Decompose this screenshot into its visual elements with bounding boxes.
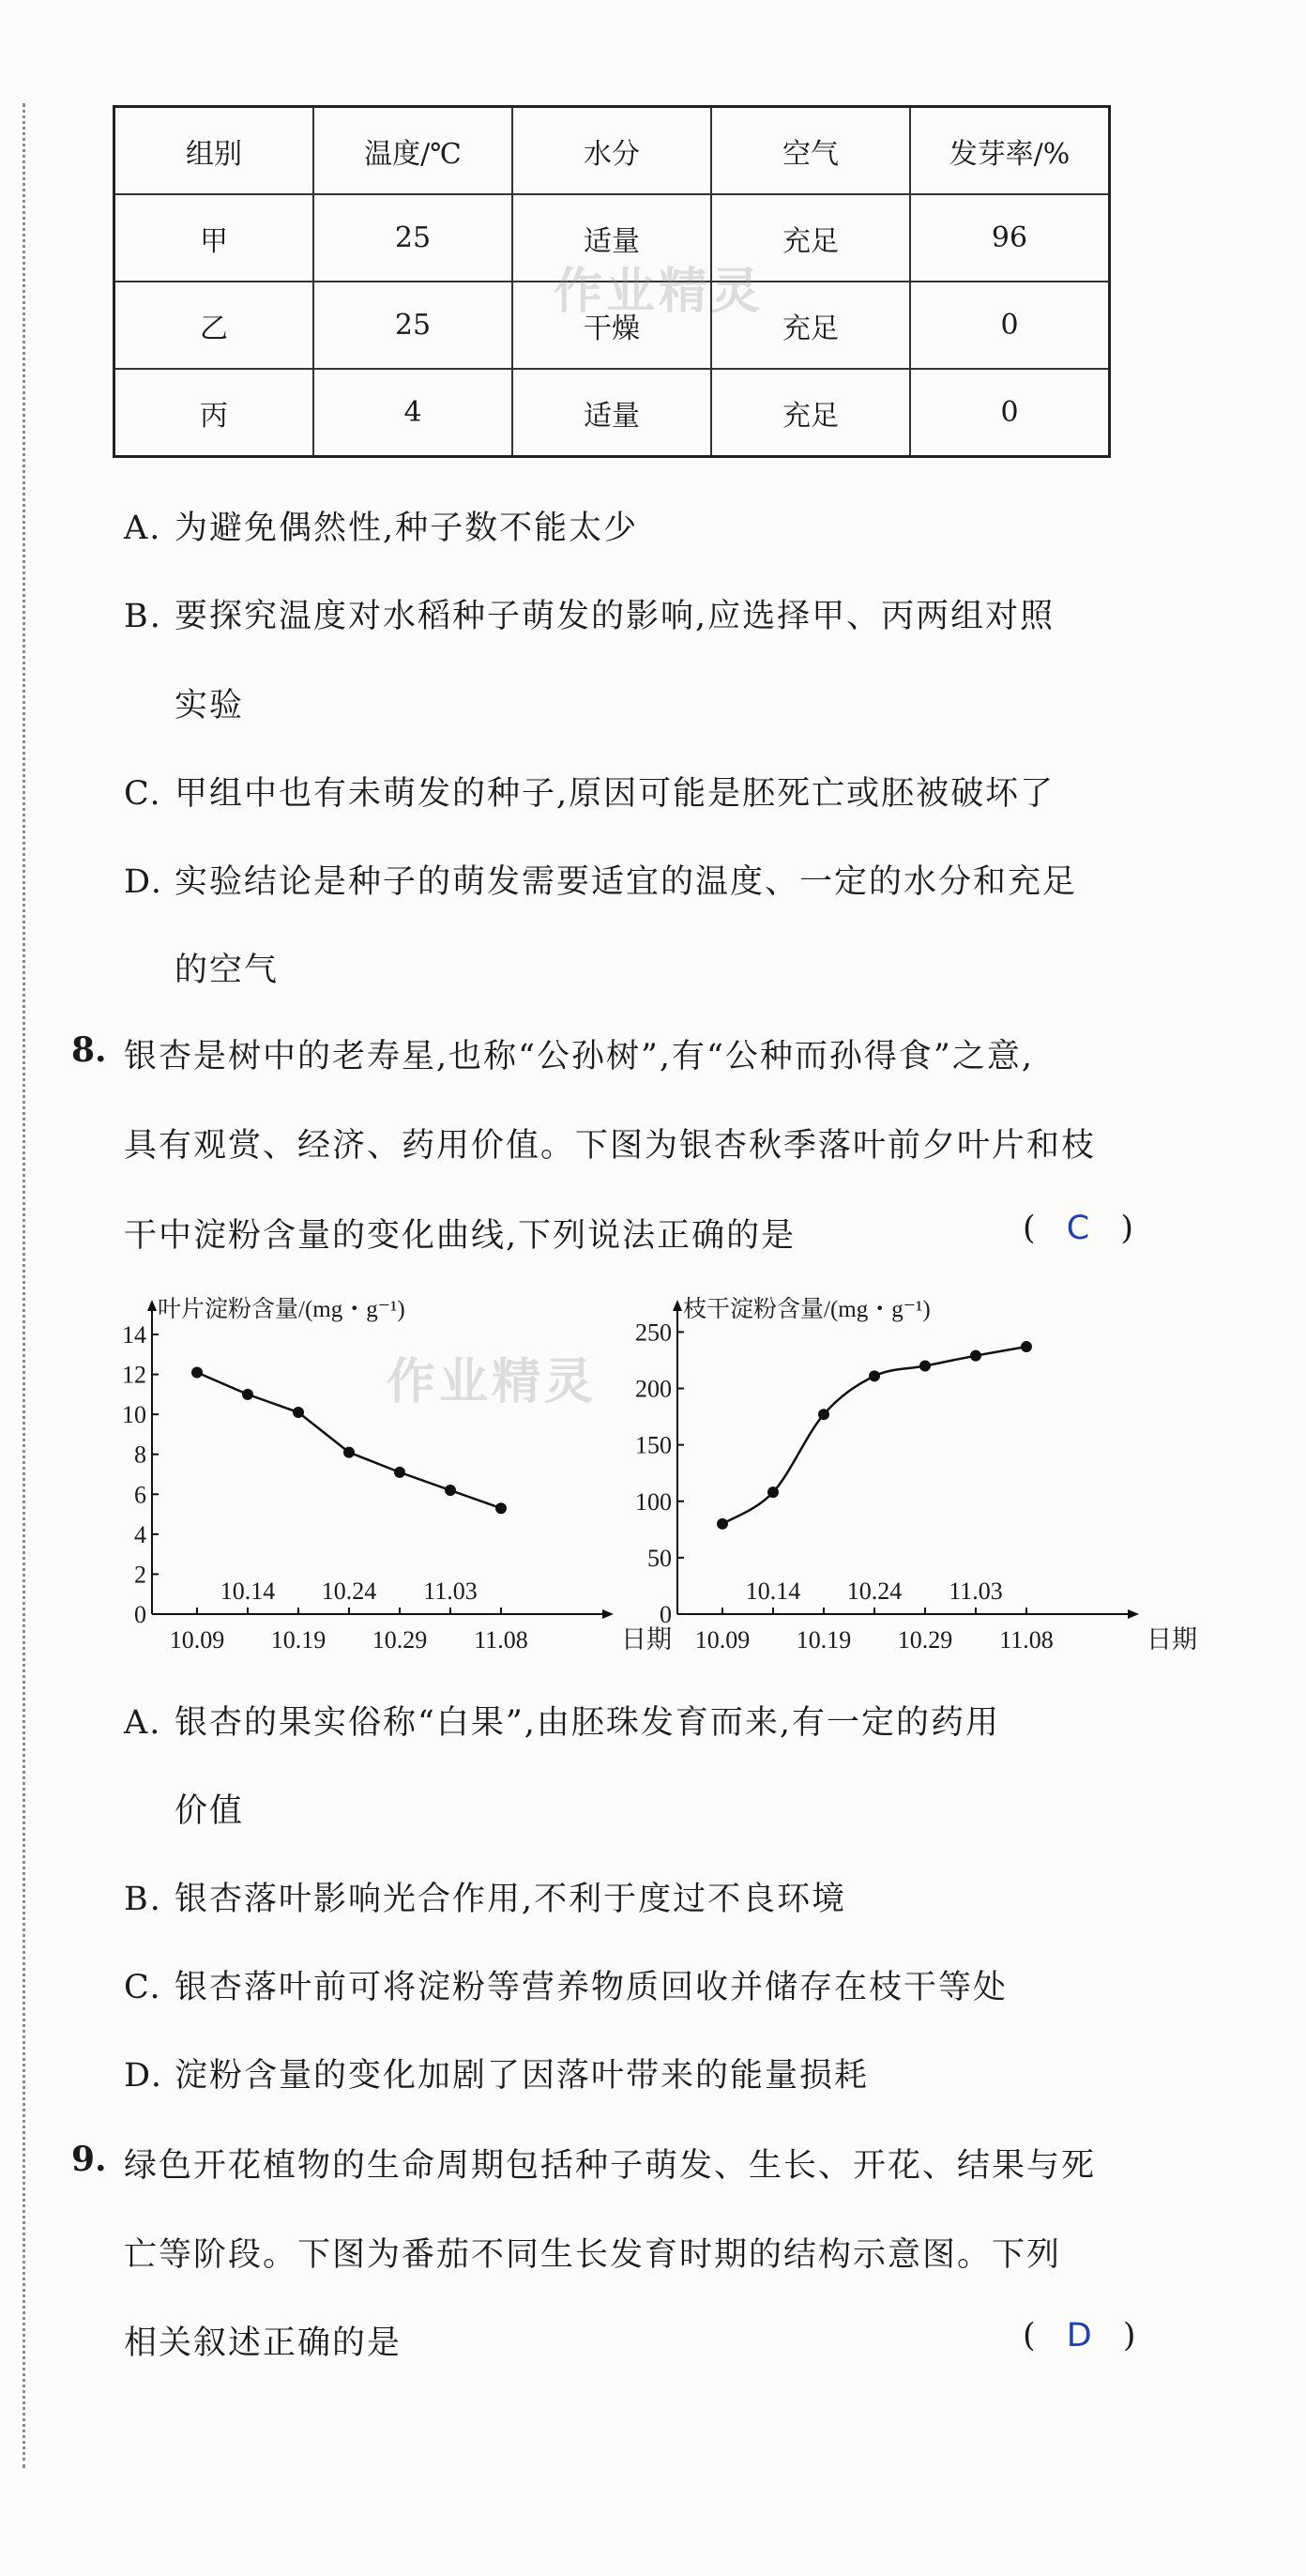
option-text: 要探究温度对水稻种子萌发的影响,应选择甲、丙两组对照 <box>175 598 1055 635</box>
watermark: 作业精灵 <box>554 264 765 320</box>
question-text: 具有观赏、经济、药用价值。下图为银杏秋季落叶前夕叶片和枝 <box>124 1127 1097 1165</box>
y-tick-label: 2 <box>134 1561 146 1589</box>
data-point <box>495 1502 507 1514</box>
table-header-cell: 发芽率/% <box>910 107 1110 195</box>
x-axis-label: 日期 <box>621 1625 672 1654</box>
y-axis-arrow <box>673 1300 682 1311</box>
y-tick-label: 50 <box>647 1544 672 1572</box>
y-tick-label: 14 <box>122 1321 146 1349</box>
table-cell: 充足 <box>711 282 910 369</box>
margin-dotted-line <box>23 103 25 2468</box>
y-tick-label: 4 <box>134 1520 146 1548</box>
y-tick-label: 0 <box>134 1601 146 1628</box>
x-tick-label: 10.24 <box>846 1578 903 1605</box>
question-text: 相关叙述正确的是 <box>124 2324 402 2362</box>
branch-starch-chart <box>619 1295 1197 1654</box>
x-tick-label: 10.29 <box>372 1626 428 1654</box>
question-text: 亡等阶段。下图为番茄不同生长发育时期的结构示意图。下列 <box>124 2236 1062 2274</box>
x-tick-label: 10.09 <box>694 1626 751 1654</box>
y-tick-label: 100 <box>635 1487 672 1516</box>
data-point <box>767 1486 779 1498</box>
table-cell: 充足 <box>711 369 910 457</box>
data-point <box>919 1360 931 1371</box>
x-tick-label: 10.09 <box>169 1626 225 1654</box>
q8-option-c <box>124 1961 1008 2008</box>
option-text: 甲组中也有未萌发的种子,原因可能是胚死亡或胚被破坏了 <box>175 775 1055 813</box>
chart-title: 叶片淀粉含量/(mg・g⁻¹) <box>158 1297 405 1322</box>
data-point <box>869 1370 880 1381</box>
table-cell: 4 <box>313 369 512 457</box>
x-tick-label: 11.08 <box>999 1626 1054 1654</box>
data-point <box>717 1518 728 1530</box>
chart-title: 枝干淀粉含量/(mg・g⁻¹) <box>683 1297 931 1322</box>
y-tick-label: 250 <box>635 1318 672 1347</box>
table-cell: 0 <box>910 282 1110 369</box>
option-letter: A. <box>124 510 162 547</box>
x-tick-label: 11.03 <box>949 1578 1003 1605</box>
data-point <box>191 1366 203 1378</box>
data-point <box>242 1389 253 1400</box>
y-tick-label: 10 <box>122 1401 146 1429</box>
q7-option-d <box>124 856 1077 903</box>
question-number: 8. <box>71 1030 107 1070</box>
data-point <box>818 1409 829 1420</box>
option-letter: B. <box>124 598 162 635</box>
table-cell: 25 <box>313 194 512 282</box>
option-text: 银杏落叶影响光合作用,不利于度过不良环境 <box>175 1881 847 1918</box>
table-cell: 充足 <box>711 194 910 282</box>
option-letter: B. <box>124 1881 162 1918</box>
option-text: 为避免偶然性,种子数不能太少 <box>175 510 639 547</box>
option-text-continued: 的空气 <box>175 952 280 989</box>
q8-option-b <box>124 1873 846 1920</box>
table-cell: 干燥 <box>512 282 711 369</box>
table-header-cell: 组别 <box>114 107 314 195</box>
question-text: 干中淀粉含量的变化曲线,下列说法正确的是 <box>124 1217 797 1255</box>
question-number: 9. <box>71 2140 107 2179</box>
q7-option-a <box>124 502 638 549</box>
y-tick-label: 150 <box>635 1431 672 1459</box>
option-text: 实验结论是种子的萌发需要适宜的温度、一定的水分和充足 <box>175 863 1078 901</box>
table-header-cell: 空气 <box>711 107 910 195</box>
y-tick-label: 6 <box>134 1481 146 1509</box>
data-point <box>445 1485 456 1496</box>
y-tick-label: 0 <box>660 1601 672 1628</box>
bracket-open: ( <box>1023 1210 1036 1247</box>
y-tick-label: 8 <box>134 1440 146 1469</box>
table-header-cell: 温度/℃ <box>313 107 512 195</box>
option-text: 银杏的果实俗称“白果”,由胚珠发育而来,有一定的药用 <box>175 1704 1001 1742</box>
option-text-continued: 价值 <box>175 1792 245 1830</box>
answer-bracket <box>1023 1210 1133 1247</box>
data-point <box>343 1447 355 1458</box>
q8-option-a <box>124 1697 1000 1744</box>
table-cell: 适量 <box>512 194 711 282</box>
x-tick-label: 10.14 <box>220 1578 276 1605</box>
y-tick-label: 12 <box>122 1361 146 1389</box>
bracket-close: ) <box>1122 2317 1136 2355</box>
data-point <box>970 1350 981 1362</box>
data-point <box>394 1467 405 1478</box>
option-letter: C. <box>124 775 162 813</box>
option-text-continued: 实验 <box>175 687 245 724</box>
option-letter: A. <box>124 1704 162 1742</box>
q7-option-c <box>124 768 1055 815</box>
table-cell: 25 <box>313 282 512 369</box>
bracket-open: ( <box>1023 2317 1036 2355</box>
table-cell: 甲 <box>114 194 314 282</box>
q7-option-b <box>124 590 1055 637</box>
x-axis-arrow <box>1128 1609 1139 1619</box>
data-point <box>1021 1341 1032 1352</box>
x-tick-label: 10.19 <box>270 1626 326 1654</box>
watermark: 作业精灵 <box>387 1354 598 1410</box>
option-letter: C. <box>124 1969 162 2006</box>
table-cell: 0 <box>910 369 1110 457</box>
question-text: 绿色开花植物的生命周期包括种子萌发、生长、开花、结果与死 <box>124 2147 1097 2185</box>
x-tick-label: 11.03 <box>423 1578 478 1605</box>
table-header-cell: 水分 <box>512 107 711 195</box>
option-text: 银杏落叶前可将淀粉等营养物质回收并储存在枝干等处 <box>175 1969 1009 2006</box>
x-axis-label: 日期 <box>1147 1625 1197 1654</box>
x-tick-label: 10.19 <box>796 1626 852 1654</box>
x-tick-label: 10.29 <box>897 1626 953 1654</box>
x-tick-label: 10.14 <box>745 1578 801 1605</box>
table-cell: 丙 <box>114 369 314 457</box>
table-header-row <box>114 107 1110 195</box>
q8-option-d <box>124 2050 869 2096</box>
table-row <box>114 369 1110 457</box>
y-tick-label: 200 <box>635 1375 672 1403</box>
table-cell: 乙 <box>114 282 314 369</box>
answer-bracket <box>1023 2317 1136 2355</box>
bracket-close: ) <box>1120 1210 1134 1247</box>
table-cell: 96 <box>910 194 1110 282</box>
question-text: 银杏是树中的老寿星,也称“公孙树”,有“公种而孙得食”之意, <box>124 1038 1034 1075</box>
option-letter: D. <box>124 2057 163 2095</box>
answer-letter: D <box>1066 2317 1092 2355</box>
option-letter: D. <box>124 863 163 901</box>
x-tick-label: 11.08 <box>474 1626 528 1654</box>
y-axis-arrow <box>147 1300 157 1311</box>
table-cell: 适量 <box>512 369 711 457</box>
option-text: 淀粉含量的变化加剧了因落叶带来的能量损耗 <box>175 2057 870 2095</box>
answer-letter: C <box>1066 1210 1090 1247</box>
x-tick-label: 10.24 <box>321 1578 377 1605</box>
x-axis-arrow <box>602 1609 614 1619</box>
data-point <box>293 1407 304 1418</box>
